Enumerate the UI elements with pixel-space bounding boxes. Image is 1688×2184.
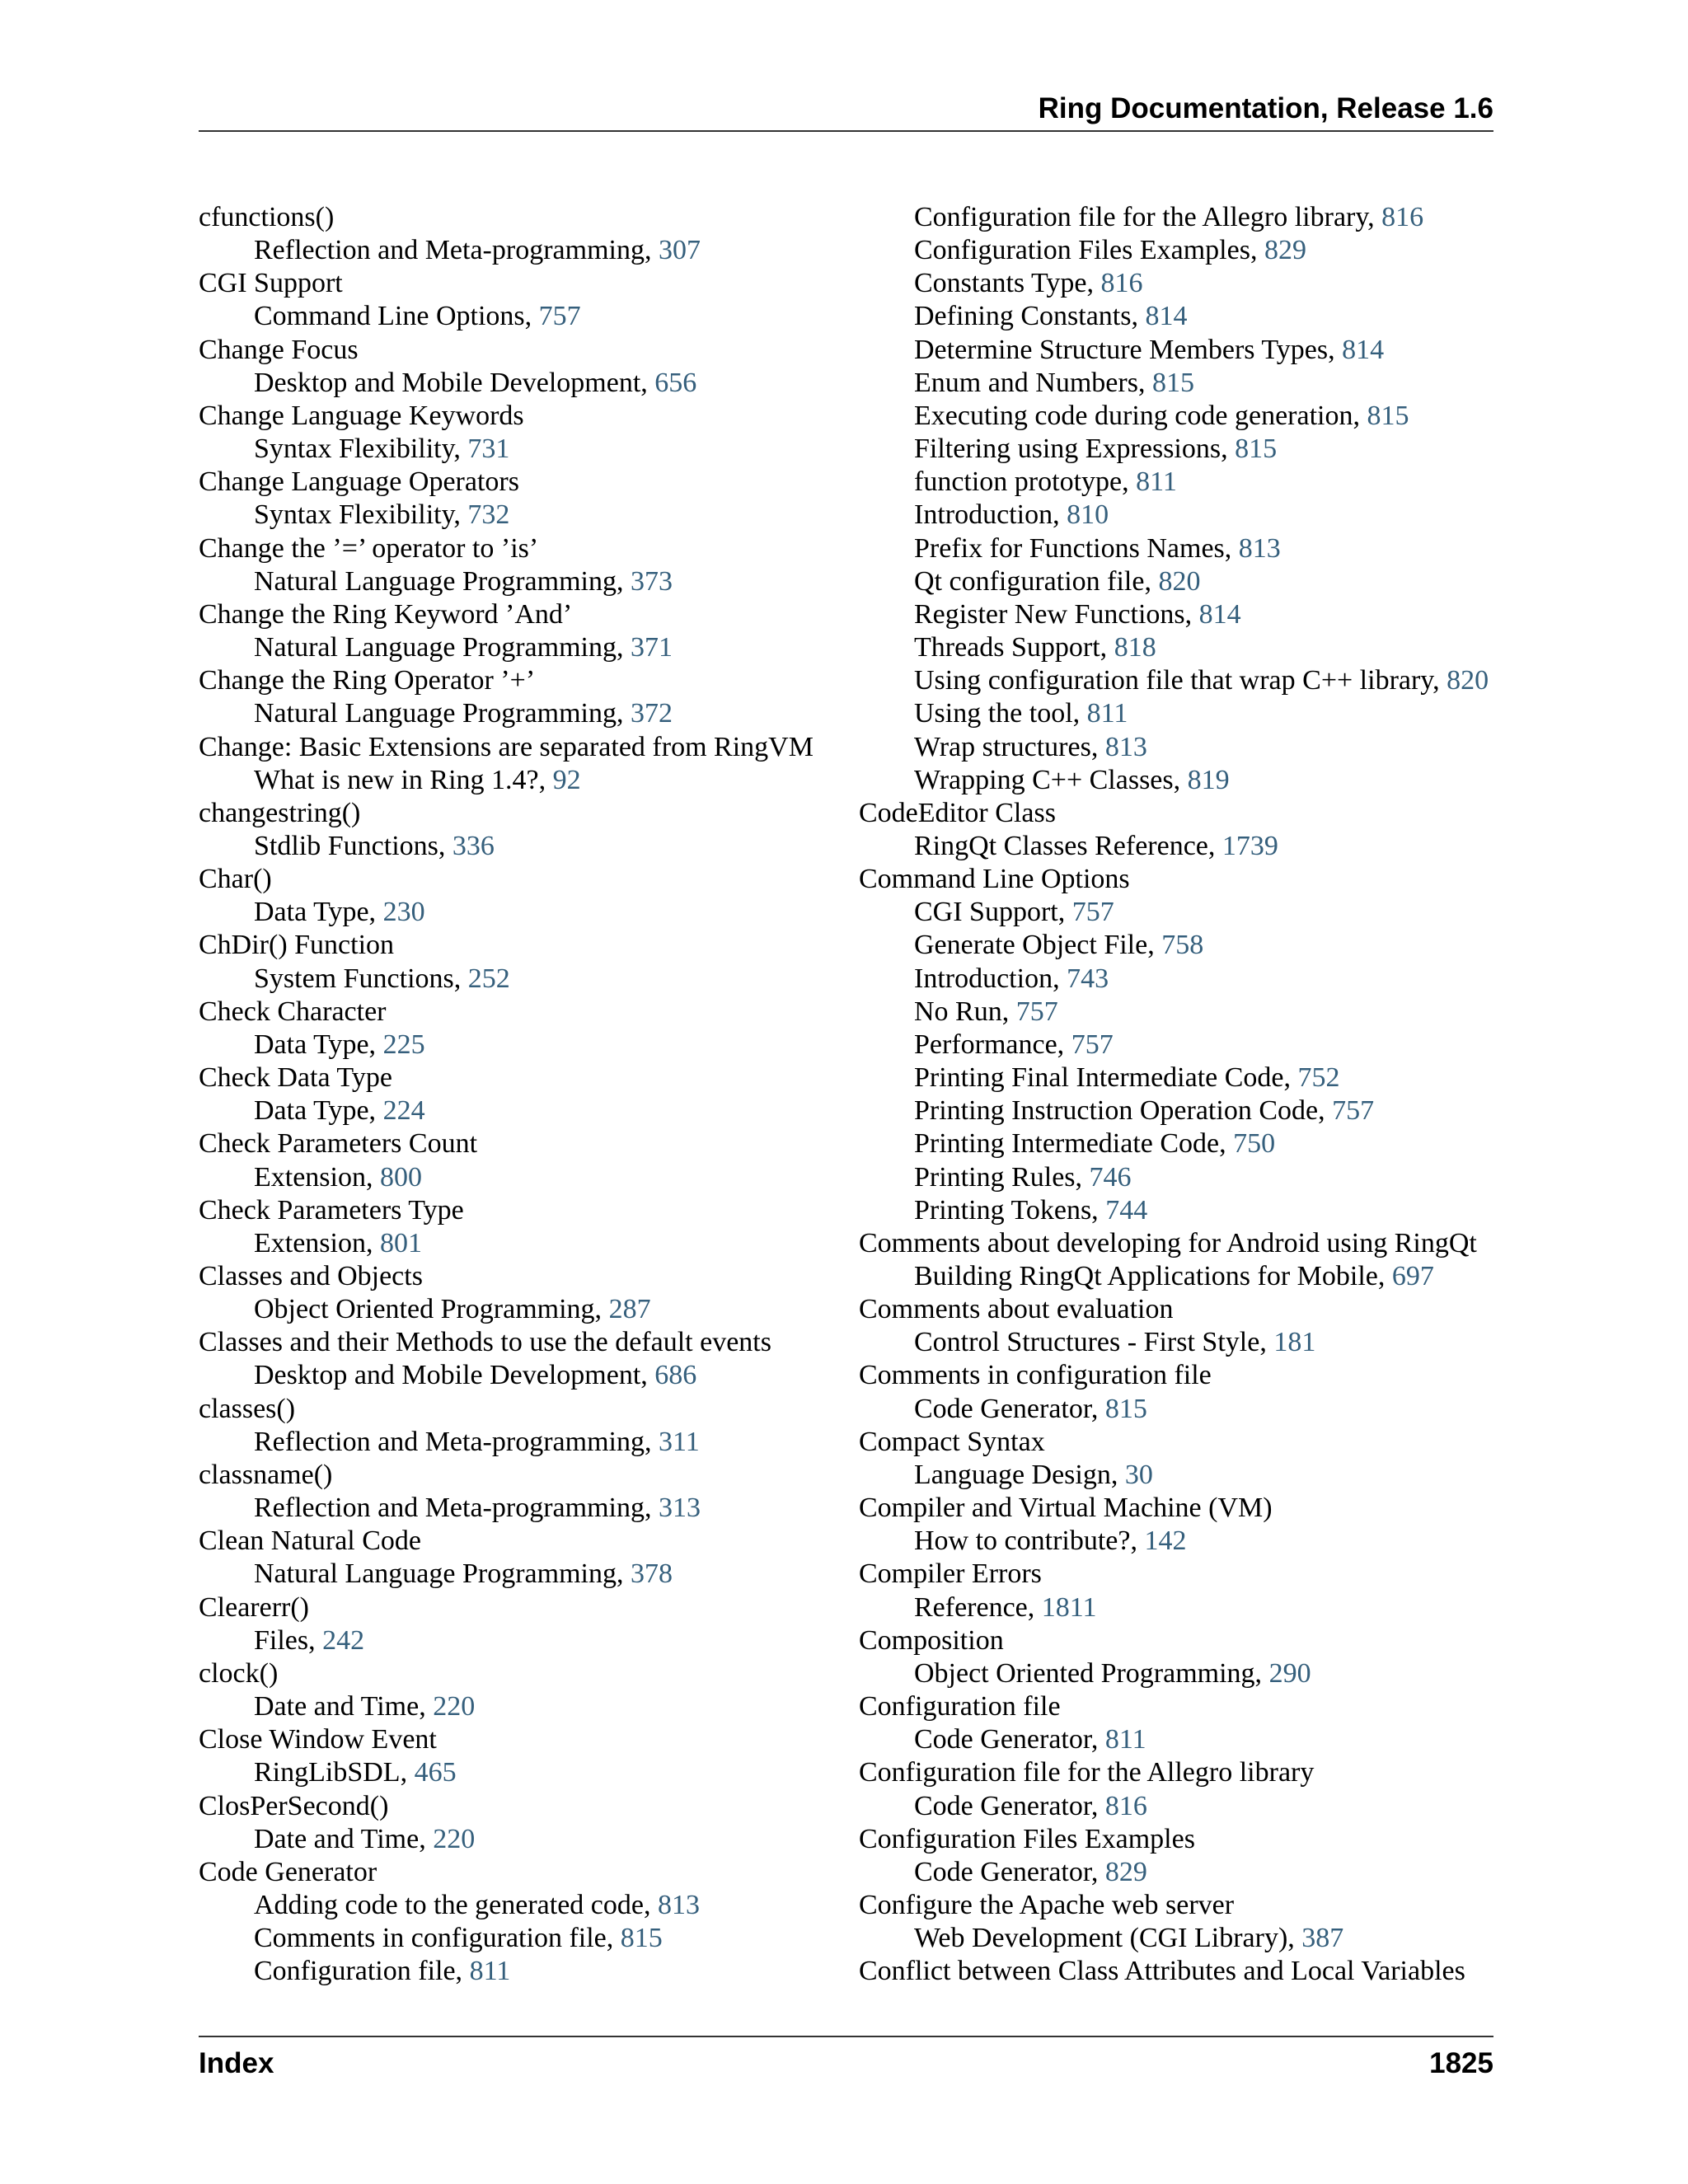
index-subentry xyxy=(859,1657,1510,1690)
entry-text: Classes and their Methods to use the default events xyxy=(199,1327,771,1358)
index-entry xyxy=(199,1790,842,1823)
index-subentry xyxy=(859,1161,1510,1194)
page-link[interactable]: 230 xyxy=(382,897,425,928)
page-link[interactable]: 813 xyxy=(657,1889,700,1920)
index-subentry xyxy=(859,996,1510,1029)
page-link[interactable]: 746 xyxy=(1089,1161,1132,1193)
index-subentry xyxy=(199,1690,842,1723)
entry-text: Comments in configuration file, xyxy=(254,1923,621,1954)
page-link[interactable]: 372 xyxy=(630,698,673,729)
entry-text: No Run, xyxy=(914,996,1016,1027)
entry-text: Desktop and Mobile Development, xyxy=(254,367,655,398)
page-link[interactable]: 814 xyxy=(1342,334,1385,365)
index-subentry xyxy=(199,300,842,333)
page-link[interactable]: 815 xyxy=(620,1923,663,1954)
page-link[interactable]: 816 xyxy=(1104,1790,1147,1821)
index-entry xyxy=(199,996,842,1029)
index-subentry xyxy=(859,1260,1510,1293)
entry-text: CGI Support, xyxy=(914,897,1072,928)
entry-text: Language Design, xyxy=(914,1459,1125,1490)
page-link[interactable]: 758 xyxy=(1161,930,1204,961)
document-title: Ring Documentation, Release 1.6 xyxy=(1038,92,1493,124)
entry-text: Code Generator, xyxy=(914,1790,1105,1821)
entry-text: Natural Language Programming, xyxy=(254,1558,631,1590)
index-subentry xyxy=(859,1062,1510,1094)
page-link[interactable]: 686 xyxy=(654,1360,697,1391)
index-subentry xyxy=(859,1094,1510,1127)
index-entry xyxy=(199,797,842,830)
index-entry xyxy=(199,1393,842,1426)
page-link[interactable]: 732 xyxy=(467,499,510,531)
entry-text: Printing Rules, xyxy=(914,1161,1090,1193)
running-header xyxy=(199,92,1493,132)
index-entry xyxy=(859,1823,1510,1856)
entry-text: Extension, xyxy=(254,1161,380,1193)
entry-text: Code Generator xyxy=(199,1856,377,1887)
index-entry xyxy=(199,929,842,962)
footer-section: Index xyxy=(199,2047,274,2079)
index-entry xyxy=(859,1227,1510,1260)
entry-text: Printing Instruction Operation Code, xyxy=(914,1095,1333,1127)
page-link[interactable]: 313 xyxy=(658,1493,701,1524)
entry-text: Code Generator, xyxy=(914,1724,1105,1755)
entry-text: Clean Natural Code xyxy=(199,1526,422,1557)
page-link[interactable]: 311 xyxy=(658,1426,700,1457)
index-entry xyxy=(859,1359,1510,1392)
index-subentry xyxy=(199,367,842,400)
page-link[interactable]: 811 xyxy=(1086,698,1128,729)
index-subentry xyxy=(199,631,842,664)
index-subentry xyxy=(859,1127,1510,1160)
index-subentry xyxy=(199,499,842,532)
index-entry xyxy=(199,532,842,565)
page-link[interactable]: 813 xyxy=(1238,532,1281,564)
page-link[interactable]: 829 xyxy=(1104,1856,1147,1887)
entry-text: classes() xyxy=(199,1393,296,1424)
index-entry xyxy=(199,334,842,367)
entry-text: Stdlib Functions, xyxy=(254,830,452,861)
index-subentry xyxy=(199,1161,842,1194)
index-entry xyxy=(199,664,842,697)
page-link[interactable]: 820 xyxy=(1158,565,1201,597)
entry-text: Reflection and Meta-programming, xyxy=(254,1426,659,1457)
page-link[interactable]: 816 xyxy=(1381,202,1424,232)
index-subentry xyxy=(859,433,1510,466)
entry-text: Configuration file xyxy=(859,1691,1061,1722)
page-link[interactable]: 307 xyxy=(658,235,701,266)
entry-text: Desktop and Mobile Development, xyxy=(254,1360,655,1391)
page-link[interactable]: 800 xyxy=(379,1161,422,1193)
page-link[interactable]: 242 xyxy=(322,1624,365,1656)
page-link[interactable]: 142 xyxy=(1144,1526,1187,1557)
entry-text: Files, xyxy=(254,1624,323,1656)
entry-text: Compact Syntax xyxy=(859,1426,1045,1457)
index-entry xyxy=(199,267,842,300)
page-link[interactable]: 373 xyxy=(630,565,673,597)
entry-text: Reflection and Meta-programming, xyxy=(254,1493,659,1524)
entry-text: Comments about developing for Android using RingQt xyxy=(859,1227,1477,1258)
entry-text: Adding code to the generated code, xyxy=(254,1889,658,1920)
entry-text: changestring() xyxy=(199,797,361,828)
index-subentry xyxy=(199,1227,842,1260)
entry-text: function prototype, xyxy=(914,466,1137,498)
page-link[interactable]: 814 xyxy=(1198,598,1241,630)
entry-text: Char() xyxy=(199,864,272,895)
entry-text: CGI Support xyxy=(199,268,343,299)
index-column-left xyxy=(199,201,842,1988)
entry-text: Constants Type, xyxy=(914,268,1101,299)
index-subentry xyxy=(199,1558,842,1591)
entry-text: Change the Ring Keyword ’And’ xyxy=(199,598,573,630)
index-subentry xyxy=(859,334,1510,367)
page-link[interactable]: 815 xyxy=(1151,367,1194,398)
entry-text: Register New Functions, xyxy=(914,598,1199,630)
page-link[interactable]: 181 xyxy=(1273,1327,1316,1358)
page-link[interactable]: 743 xyxy=(1067,963,1109,994)
index-entry xyxy=(859,1756,1510,1789)
index-subentry xyxy=(859,532,1510,565)
entry-text: Extension, xyxy=(254,1227,380,1258)
index-subentry xyxy=(859,201,1510,234)
index-entry xyxy=(859,1624,1510,1657)
entry-text: Object Oriented Programming, xyxy=(914,1657,1269,1689)
entry-text: Using configuration file that wrap C++ library, xyxy=(914,665,1447,696)
page-link[interactable]: 815 xyxy=(1104,1393,1147,1424)
entry-text: Enum and Numbers, xyxy=(914,367,1152,398)
entry-text: ChDir() Function xyxy=(199,930,395,961)
page-link[interactable]: 697 xyxy=(1391,1261,1434,1291)
entry-text: Wrap structures, xyxy=(914,731,1105,762)
page-link[interactable]: 287 xyxy=(608,1294,651,1325)
index-subentry xyxy=(199,234,842,267)
index-entry xyxy=(199,1127,842,1160)
entry-text: Configuration file for the Allegro library, xyxy=(914,202,1382,232)
index-subentry xyxy=(859,300,1510,333)
index-entry xyxy=(859,1558,1510,1591)
entry-text: Configuration Files Examples xyxy=(859,1823,1195,1854)
entry-text: What is new in Ring 1.4?, xyxy=(254,764,553,795)
index-subentry xyxy=(859,830,1510,863)
entry-text: Date and Time, xyxy=(254,1691,434,1722)
index-subentry xyxy=(199,697,842,730)
index-entry xyxy=(199,1326,842,1359)
index-subentry xyxy=(199,1624,842,1657)
page-link[interactable]: 757 xyxy=(1071,897,1114,928)
index-subentry xyxy=(859,499,1510,532)
entry-text: RingLibSDL, xyxy=(254,1757,415,1788)
page-link[interactable]: 387 xyxy=(1301,1923,1344,1954)
index-subentry xyxy=(199,1359,842,1392)
page-link[interactable]: 815 xyxy=(1235,434,1278,465)
entry-text: Data Type, xyxy=(254,1095,383,1127)
index-subentry xyxy=(859,631,1510,664)
index-subentry xyxy=(859,1393,1510,1426)
page-link[interactable]: 757 xyxy=(538,301,581,332)
entry-text: Check Character xyxy=(199,996,387,1027)
page-link[interactable]: 336 xyxy=(452,830,495,861)
page-number: 1825 xyxy=(1429,2047,1493,2079)
entry-text: Date and Time, xyxy=(254,1823,434,1854)
entry-text: Introduction, xyxy=(914,499,1067,531)
entry-text: Syntax Flexibility, xyxy=(254,499,468,531)
entry-text: Filtering using Expressions, xyxy=(914,434,1236,465)
entry-text: classname() xyxy=(199,1459,333,1490)
page-link[interactable]: 750 xyxy=(1233,1128,1276,1160)
index-subentry xyxy=(199,1492,842,1525)
index-subentry xyxy=(199,1426,842,1459)
entry-text: How to contribute?, xyxy=(914,1526,1145,1557)
index-subentry xyxy=(199,1094,842,1127)
page-link[interactable]: 801 xyxy=(379,1227,422,1258)
index-entry xyxy=(859,1955,1510,1988)
entry-text: System Functions, xyxy=(254,963,468,994)
index-subentry xyxy=(859,764,1510,797)
entry-text: Comments about evaluation xyxy=(859,1294,1174,1325)
entry-text: Printing Intermediate Code, xyxy=(914,1128,1234,1160)
entry-text: Change Language Operators xyxy=(199,466,519,498)
entry-text: RingQt Classes Reference, xyxy=(914,830,1222,861)
entry-text: Control Structures - First Style, xyxy=(914,1327,1274,1358)
page-link[interactable]: 811 xyxy=(469,1956,511,1987)
entry-text: Syntax Flexibility, xyxy=(254,434,468,465)
entry-text: ClosPerSecond() xyxy=(199,1790,389,1821)
index-entry xyxy=(859,1690,1510,1723)
entry-text: Natural Language Programming, xyxy=(254,632,631,663)
index-subentry xyxy=(859,1194,1510,1227)
page-link[interactable]: 92 xyxy=(552,764,581,795)
index-subentry xyxy=(199,565,842,598)
entry-text: Data Type, xyxy=(254,1029,383,1060)
page-link[interactable]: 371 xyxy=(630,632,673,663)
index-entry xyxy=(859,1426,1510,1459)
index-entry xyxy=(199,1723,842,1756)
page-link[interactable]: 465 xyxy=(414,1757,457,1788)
index-column-right xyxy=(859,201,1510,1988)
entry-text: Introduction, xyxy=(914,963,1067,994)
entry-text: Reflection and Meta-programming, xyxy=(254,235,659,266)
entry-text: Defining Constants, xyxy=(914,301,1146,332)
index-subentry xyxy=(859,1326,1510,1359)
index-entry xyxy=(199,1062,842,1094)
page-link[interactable]: 757 xyxy=(1332,1095,1375,1127)
entry-text: clock() xyxy=(199,1657,279,1689)
entry-text: Printing Tokens, xyxy=(914,1194,1106,1226)
index-subentry xyxy=(859,664,1510,697)
index-subentry xyxy=(859,466,1510,499)
entry-text: Executing code during code generation, xyxy=(914,400,1367,431)
index-subentry xyxy=(199,1889,842,1922)
index-entry xyxy=(859,1889,1510,1922)
index-subentry xyxy=(199,830,842,863)
entry-text: Command Line Options xyxy=(859,864,1130,895)
page-link[interactable]: 290 xyxy=(1268,1657,1311,1689)
index-subentry xyxy=(199,1955,842,1988)
entry-text: Change the Ring Operator ’+’ xyxy=(199,665,536,696)
index-entry xyxy=(199,1591,842,1624)
index-subentry xyxy=(859,1856,1510,1889)
page-link[interactable]: 757 xyxy=(1015,996,1058,1027)
entry-text: Printing Final Intermediate Code, xyxy=(914,1062,1298,1094)
index-subentry xyxy=(859,400,1510,433)
entry-text: Comments in configuration file xyxy=(859,1360,1212,1391)
entry-text: Change the ’=’ operator to ’is’ xyxy=(199,532,539,564)
index-subentry xyxy=(859,267,1510,300)
entry-text: Performance, xyxy=(914,1029,1071,1060)
page-link[interactable]: 829 xyxy=(1264,235,1306,266)
index-subentry xyxy=(859,929,1510,962)
index-entry xyxy=(859,1492,1510,1525)
entry-text: Clearerr() xyxy=(199,1591,310,1623)
entry-text: Threads Support, xyxy=(914,632,1114,663)
entry-text: Conflict between Class Attributes and Local Variables xyxy=(859,1956,1465,1987)
index-subentry xyxy=(859,1591,1510,1624)
index-subentry xyxy=(859,1723,1510,1756)
entry-text: Classes and Objects xyxy=(199,1261,423,1291)
entry-text: Building RingQt Applications for Mobile, xyxy=(914,1261,1392,1291)
entry-text: Composition xyxy=(859,1624,1004,1656)
entry-text: Reference, xyxy=(914,1591,1042,1623)
entry-text: Natural Language Programming, xyxy=(254,565,631,597)
index-entry xyxy=(199,1194,842,1227)
entry-text: Code Generator, xyxy=(914,1856,1105,1887)
index-subentry xyxy=(199,896,842,929)
index-subentry xyxy=(859,963,1510,996)
entry-text: Close Window Event xyxy=(199,1724,437,1755)
index-subentry xyxy=(859,1029,1510,1062)
entry-text: Change Focus xyxy=(199,334,359,365)
page-footer xyxy=(199,2036,1493,2080)
page-link[interactable]: 224 xyxy=(382,1095,425,1127)
index-entry xyxy=(199,1260,842,1293)
page-link[interactable]: 811 xyxy=(1136,466,1177,498)
entry-text: Using the tool, xyxy=(914,698,1087,729)
page-link[interactable]: 744 xyxy=(1105,1194,1148,1226)
entry-text: Generate Object File, xyxy=(914,930,1162,961)
index-subentry xyxy=(199,1922,842,1955)
index-entry xyxy=(199,863,842,896)
index-entry xyxy=(199,1657,842,1690)
index-subentry xyxy=(859,1790,1510,1823)
entry-text: Change: Basic Extensions are separated from RingVM xyxy=(199,731,814,762)
index-entry xyxy=(199,1856,842,1889)
index-entry xyxy=(199,400,842,433)
entry-text: Configuration Files Examples, xyxy=(914,235,1264,266)
entry-text: Configuration file for the Allegro library xyxy=(859,1757,1315,1788)
entry-text: Compiler Errors xyxy=(859,1558,1042,1590)
entry-text: Qt configuration file, xyxy=(914,565,1159,597)
entry-text: Check Parameters Type xyxy=(199,1194,464,1226)
index-entry xyxy=(199,466,842,499)
index-subentry xyxy=(859,598,1510,631)
entry-text: Object Oriented Programming, xyxy=(254,1294,609,1325)
entry-text: cfunctions() xyxy=(199,202,335,232)
index-subentry xyxy=(859,1459,1510,1492)
index-entry xyxy=(199,1459,842,1492)
index-subentry xyxy=(859,367,1510,400)
index-subentry xyxy=(859,896,1510,929)
page-link[interactable]: 818 xyxy=(1114,632,1156,663)
page-link[interactable]: 1739 xyxy=(1221,830,1278,861)
page-link[interactable]: 819 xyxy=(1187,764,1230,795)
index-entry xyxy=(859,863,1510,896)
page-link[interactable]: 220 xyxy=(433,1823,476,1854)
entry-text: Data Type, xyxy=(254,897,383,928)
page-link[interactable]: 810 xyxy=(1067,499,1109,531)
index-subentry xyxy=(859,697,1510,730)
entry-text: Check Parameters Count xyxy=(199,1128,478,1160)
page-link[interactable]: 757 xyxy=(1071,1029,1114,1060)
page-link[interactable]: 225 xyxy=(382,1029,425,1060)
page-link[interactable]: 378 xyxy=(630,1558,673,1590)
index-entry xyxy=(859,797,1510,830)
index-subentry xyxy=(199,1823,842,1856)
page-link[interactable]: 1811 xyxy=(1041,1591,1097,1623)
entry-text: Natural Language Programming, xyxy=(254,698,631,729)
entry-text: Configuration file, xyxy=(254,1956,470,1987)
entry-text: Compiler and Virtual Machine (VM) xyxy=(859,1493,1273,1524)
index-subentry xyxy=(199,1293,842,1326)
index-subentry xyxy=(859,1922,1510,1955)
entry-text: Change Language Keywords xyxy=(199,400,524,431)
page-link[interactable]: 811 xyxy=(1104,1724,1146,1755)
page-link[interactable]: 731 xyxy=(467,434,510,465)
index-subentry xyxy=(859,234,1510,267)
page-link[interactable]: 816 xyxy=(1100,268,1143,299)
index-subentry xyxy=(859,731,1510,764)
entry-text: Configure the Apache web server xyxy=(859,1889,1235,1920)
index-subentry xyxy=(199,1029,842,1062)
page-link[interactable]: 752 xyxy=(1297,1062,1340,1094)
index-entry xyxy=(199,731,842,764)
entry-text: Web Development (CGI Library), xyxy=(914,1923,1302,1954)
index-subentry xyxy=(859,565,1510,598)
index-subentry xyxy=(199,963,842,996)
index-entry xyxy=(199,598,842,631)
index-subentry xyxy=(199,764,842,797)
index-subentry xyxy=(199,433,842,466)
index-entry xyxy=(199,1525,842,1558)
page-link[interactable]: 814 xyxy=(1145,301,1188,332)
index-subentry xyxy=(859,1525,1510,1558)
entry-text: Wrapping C++ Classes, xyxy=(914,764,1188,795)
entry-text: CodeEditor Class xyxy=(859,797,1056,828)
page-link[interactable]: 30 xyxy=(1124,1459,1153,1490)
page-link[interactable]: 656 xyxy=(654,367,697,398)
entry-text: Check Data Type xyxy=(199,1062,392,1094)
page-link[interactable]: 815 xyxy=(1367,400,1409,431)
page-link[interactable]: 813 xyxy=(1104,731,1147,762)
entry-text: Command Line Options, xyxy=(254,301,539,332)
page-link[interactable]: 220 xyxy=(433,1691,476,1722)
entry-text: Code Generator, xyxy=(914,1393,1105,1424)
index-subentry xyxy=(199,1756,842,1789)
entry-text: Determine Structure Members Types, xyxy=(914,334,1343,365)
page-link[interactable]: 252 xyxy=(467,963,510,994)
entry-text: Prefix for Functions Names, xyxy=(914,532,1239,564)
index-entry xyxy=(859,1293,1510,1326)
page-link[interactable]: 820 xyxy=(1447,665,1489,696)
index-entry xyxy=(199,201,842,234)
